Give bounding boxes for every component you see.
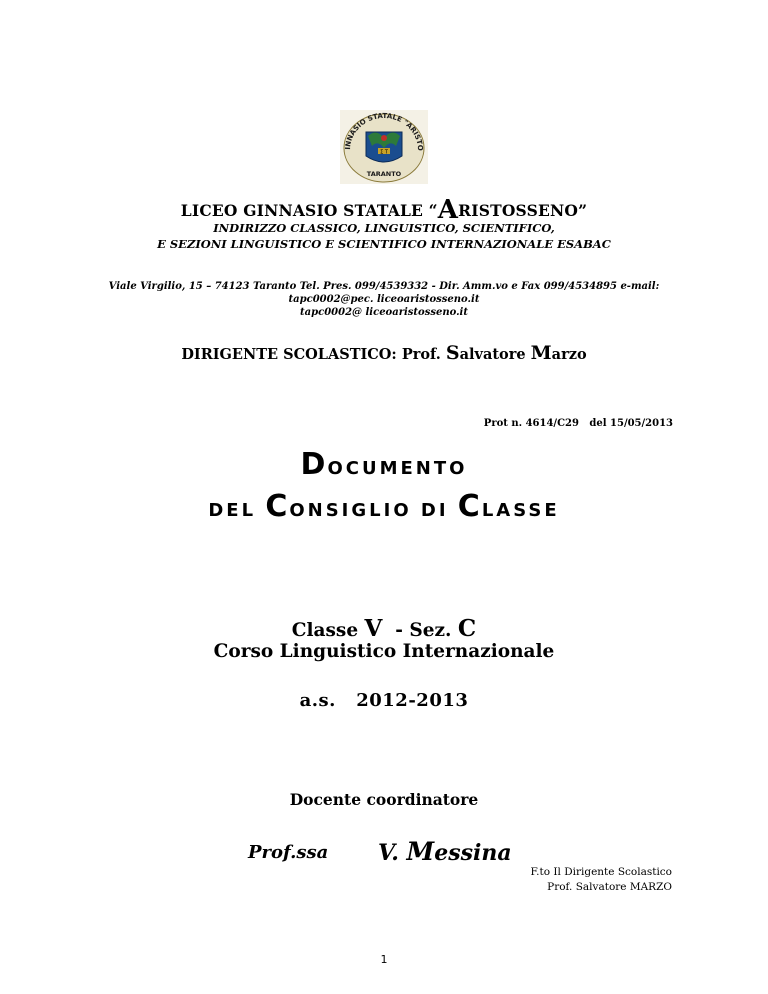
logo-text-bottom: TARANTO bbox=[366, 170, 402, 178]
curriculum-line-2: E SEZIONI LINGUISTICO E SCIENTIFICO INTERNAZIONALE ESABAC bbox=[157, 237, 611, 251]
coordinator-title: Prof.ssa bbox=[248, 842, 329, 863]
principal-last-rest: arzo bbox=[551, 346, 587, 363]
coordinator-surname-rest: essina bbox=[434, 840, 512, 866]
principal-prefix: DIRIGENTE SCOLASTICO: Prof. bbox=[181, 346, 446, 363]
section-label: - Sez. bbox=[382, 620, 458, 641]
school-contacts bbox=[0, 280, 768, 319]
school-year: a.s. 2012-2013 bbox=[299, 690, 469, 711]
contacts-pec-email: tapc0002@pec. liceoaristosseno.it bbox=[288, 294, 480, 305]
title-line-1 bbox=[0, 446, 768, 488]
title-l2-a: DEL bbox=[208, 500, 266, 521]
class-section bbox=[0, 615, 768, 642]
signature-line-2: Prof. Salvatore MARZO bbox=[547, 881, 672, 893]
document-title bbox=[0, 446, 768, 530]
school-name-rest: RISTOSSENO” bbox=[458, 201, 588, 220]
signature-block bbox=[530, 865, 672, 895]
course-name: Corso Linguistico Internazionale bbox=[213, 641, 555, 662]
school-emblem bbox=[340, 110, 428, 184]
class-number: V bbox=[364, 615, 383, 642]
svg-text:Σ T: Σ T bbox=[380, 149, 388, 156]
principal-first-initial: S bbox=[445, 342, 460, 364]
principal-last-initial: M bbox=[530, 342, 552, 364]
principal-line bbox=[0, 342, 768, 364]
logo-text-top: INNASIO STATALE "ARISTO bbox=[343, 111, 425, 152]
contacts-email: tapc0002@ liceoaristosseno.it bbox=[300, 307, 468, 318]
protocol-number: Prot n. 4614/C29 del 15/05/2013 bbox=[483, 418, 673, 429]
curriculum-line-1: INDIRIZZO CLASSICO, LINGUISTICO, SCIENTIFICO, bbox=[213, 221, 555, 235]
coordinator-name bbox=[378, 837, 512, 866]
title-l2-c-cap: C bbox=[457, 489, 482, 524]
coordinator-label: Docente coordinatore bbox=[289, 790, 479, 809]
title-l1-cap: D bbox=[300, 447, 328, 482]
contacts-address: Viale Virgilio, 15 – 74123 Taranto Tel. Pres. 099/4539332 - Dir. Amm.vo e Fax 099/4534895 e-mail: bbox=[108, 281, 660, 292]
school-curriculum bbox=[0, 220, 768, 252]
school-name bbox=[0, 193, 768, 223]
school-logo bbox=[340, 110, 428, 184]
signature-line-1: F.to Il Dirigente Scolastico bbox=[530, 866, 672, 878]
title-line-2 bbox=[0, 488, 768, 530]
section-letter: C bbox=[457, 615, 477, 642]
coordinator-initial: V. bbox=[378, 840, 407, 866]
title-l2-b-cap: C bbox=[265, 489, 290, 524]
school-name-prefix: LICEO GINNASIO STATALE “ bbox=[180, 201, 438, 220]
title-l2-b-rest: ONSIGLIO DI bbox=[289, 500, 458, 521]
class-label: Classe bbox=[291, 620, 365, 641]
principal-first-rest: alvatore bbox=[459, 346, 531, 363]
title-l1-rest: OCUMENTO bbox=[327, 458, 468, 479]
page-number: 1 bbox=[380, 953, 388, 966]
title-l2-c-rest: LASSE bbox=[481, 500, 560, 521]
school-name-initial: A bbox=[437, 195, 459, 225]
coordinator-surname-cap: M bbox=[406, 837, 435, 866]
